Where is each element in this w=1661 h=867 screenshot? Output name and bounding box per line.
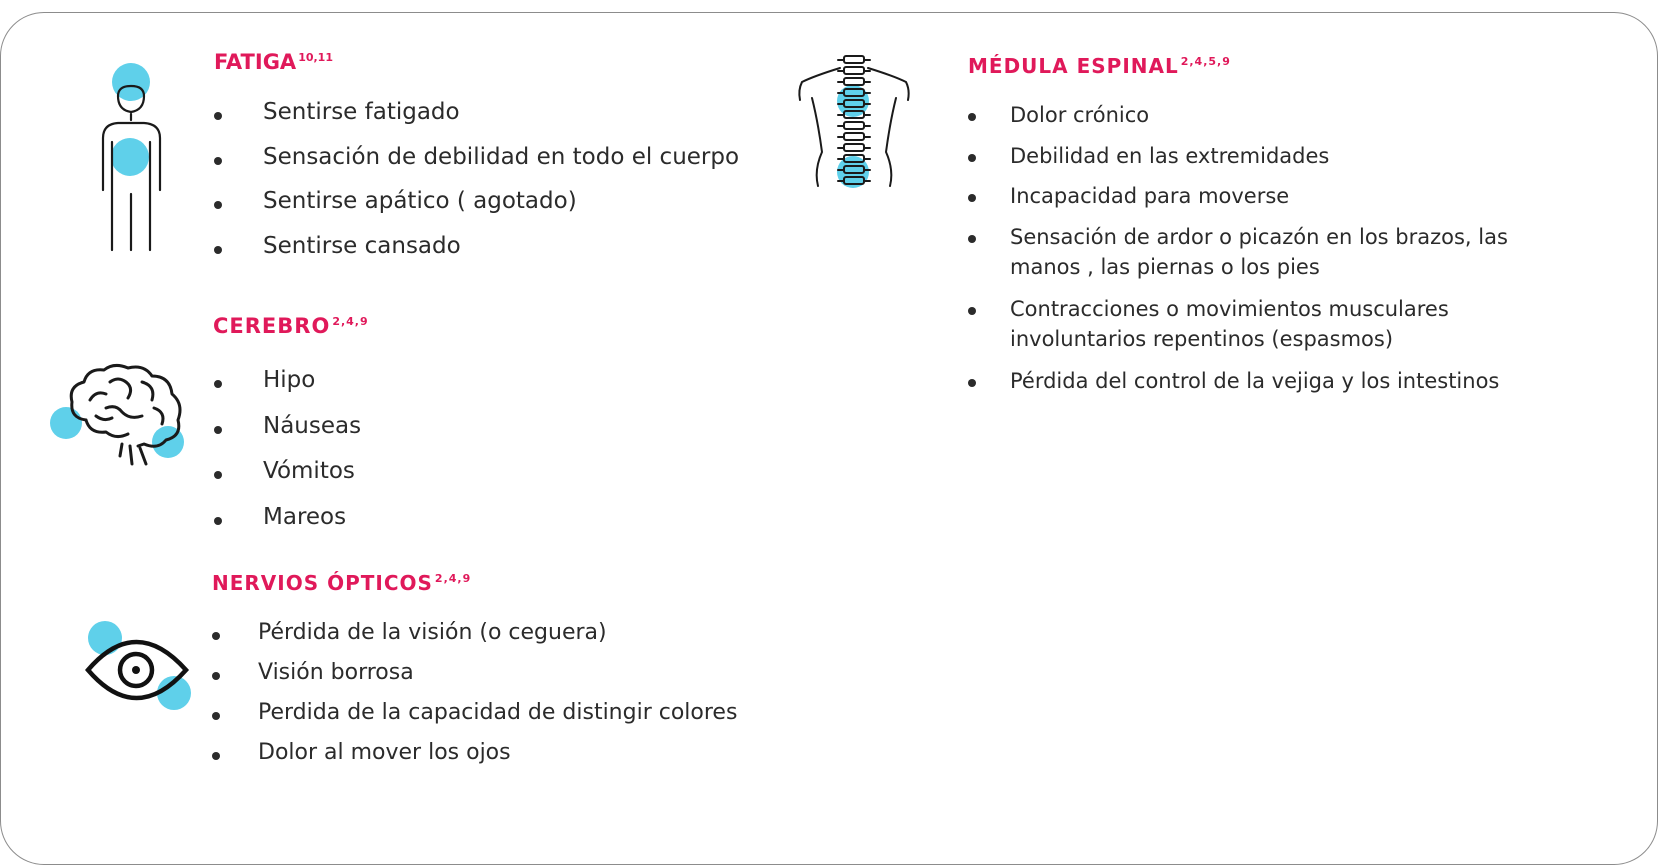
list-item — [212, 620, 737, 660]
list-item — [968, 297, 1508, 369]
list-item — [968, 184, 1508, 225]
brain-heading — [213, 314, 369, 338]
list-item — [212, 660, 737, 700]
list-item — [214, 367, 361, 413]
item-text: Náuseas — [263, 412, 362, 439]
spine-title: MÉDULA ESPINAL — [968, 54, 1179, 78]
optic-list — [212, 620, 737, 780]
spine-list — [968, 103, 1508, 409]
brain-title: CEREBRO — [213, 314, 331, 338]
list-item — [214, 99, 739, 144]
list-item — [968, 103, 1508, 144]
list-item — [214, 413, 361, 459]
item-text: Pérdida del control de la vejiga y los intestinos — [1010, 368, 1500, 393]
item-text: Pérdida de la visión (o ceguera) — [258, 620, 607, 645]
list-item — [212, 700, 737, 740]
item-text: Sentirse fatigado — [263, 99, 460, 125]
spine-icon — [794, 52, 914, 192]
list-item — [214, 458, 361, 504]
item-text: Sensación de debilidad en todo el cuerpo — [263, 143, 740, 170]
body-icon — [88, 62, 178, 262]
item-text-continued: involuntarios repentinos (espasmos) — [1010, 326, 1394, 351]
item-text-continued: manos , las piernas o los pies — [1010, 254, 1320, 279]
list-item — [968, 144, 1508, 185]
optic-title: NERVIOS ÓPTICOS — [212, 571, 433, 595]
item-text: Vómitos — [263, 458, 355, 484]
brain-list — [214, 367, 361, 549]
list-item — [214, 188, 739, 233]
item-text: Sentirse apático ( agotado) — [263, 188, 577, 214]
brain-icon — [46, 360, 196, 475]
item-text: Incapacidad para moverse — [1010, 184, 1290, 208]
list-item — [968, 225, 1508, 297]
item-text: Sentirse cansado — [263, 232, 461, 259]
item-text: Debilidad en las extremidades — [1010, 143, 1330, 168]
list-item — [214, 233, 739, 278]
spine-refs: 2,4,5,9 — [1180, 55, 1231, 69]
eye-icon — [80, 618, 200, 718]
item-text: Dolor crónico — [1010, 103, 1150, 127]
optic-refs: 2,4,9 — [434, 572, 472, 586]
list-item — [212, 740, 737, 780]
optic-heading — [212, 571, 471, 595]
item-text: Mareos — [263, 503, 347, 530]
item-text: Perdida de la capacidad de distingir colores — [258, 700, 738, 725]
item-text: Contracciones o movimientos musculares — [1010, 296, 1449, 321]
list-item — [214, 144, 739, 189]
spine-heading — [968, 54, 1231, 78]
fatigue-list — [214, 99, 739, 277]
brain-refs: 2,4,9 — [332, 315, 369, 328]
fatigue-heading — [214, 50, 333, 74]
list-item — [968, 369, 1508, 410]
item-text: Sensación de ardor o picazón en los brazos, las — [1010, 224, 1508, 249]
item-text: Visión borrosa — [258, 660, 414, 685]
fatigue-title: FATIGA — [214, 50, 297, 74]
fatigue-refs: 10,11 — [298, 51, 333, 64]
list-item — [214, 504, 361, 550]
item-text: Dolor al mover los ojos — [258, 740, 511, 765]
item-text: Hipo — [263, 367, 316, 393]
